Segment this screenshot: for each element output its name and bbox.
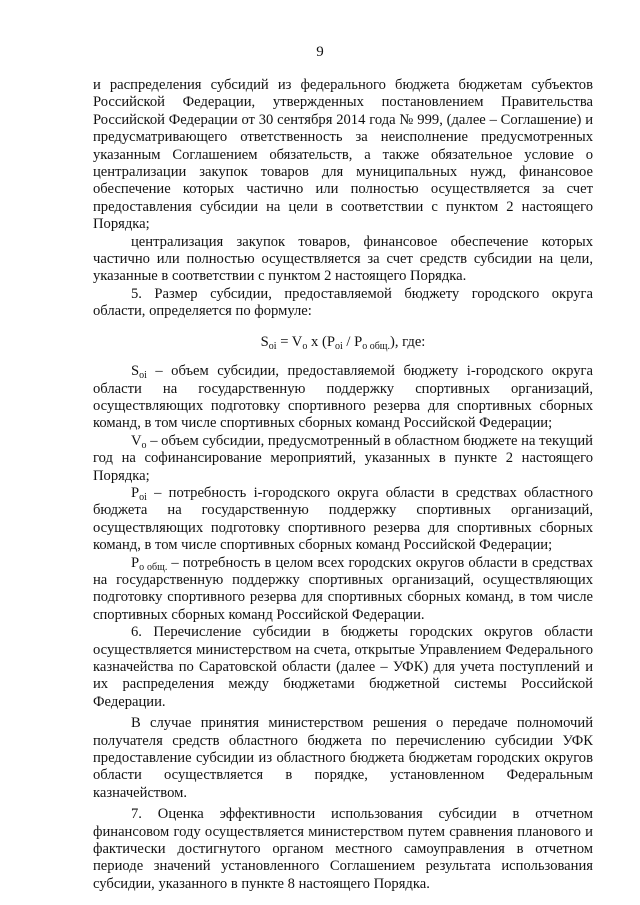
- formula-end: ), где:: [389, 333, 426, 350]
- paragraph-centralization: централизация закупок товаров, финансовое обеспечение которых частично или полностью осуществляется за счет средств субсидии на цели, указанные в соответствии с пунктом 2 настоящего Порядка.: [93, 233, 593, 285]
- formula-mid: x (P: [307, 333, 335, 350]
- definition-p-text: – потребность i-городского округа области в средствах областного бюджета на государственную поддержку спортивных организаций, осуществляющих подготовку спортивного резерва для спортивных сборных команд, в том числе спортивных сборных команд Российской Федерации;: [93, 484, 593, 554]
- page-number: 9: [316, 44, 324, 60]
- formula-s-sub: oi: [268, 340, 277, 352]
- definition-v: [93, 433, 593, 485]
- symbol-v-sub: o: [141, 439, 147, 451]
- definition-p-total: [93, 555, 593, 625]
- formula-p1-sub: oi: [334, 340, 343, 352]
- formula-slash: / P: [342, 333, 363, 350]
- paragraph-ufk: В случае принятия министерством решения о передаче полномочий получателя средств областного бюджета по перечислению субсидии УФК предоставление субсидии из областного бюджета бюджетам городских округов области осуществляется в порядке, установленном Федеральным казначейством.: [93, 715, 593, 801]
- symbol-s: S: [131, 363, 140, 380]
- definition-p: [93, 485, 593, 555]
- definition-v-text: – объем субсидии, предусмотренный в областном бюджете на текущий год на софинансирование мероприятий, указанных в пункте 2 настоящего Порядка;: [93, 432, 593, 484]
- formula-s: S: [260, 333, 269, 350]
- symbol-p: P: [131, 484, 140, 501]
- subsidy-formula: [93, 334, 593, 351]
- symbol-s-sub: oi: [139, 370, 147, 382]
- paragraph-item-5: 5. Размер субсидии, предоставляемой бюджету городского округа области, определяется по формуле:: [93, 285, 593, 320]
- document-body: [93, 77, 593, 893]
- paragraph-item-6: 6. Перечисление субсидии в бюджеты городских округов области осуществляется министерством на счета, открытые Управлением Федерального казначейства по Саратовской области (далее – УФК) для учета поступлений и их распределения между бюджетами бюджетной системы Российской Федерации.: [93, 624, 593, 710]
- paragraph-continuation: и распределения субсидий из федерального бюджета бюджетам субъектов Российской Федерации, утвержденных постановлением Правительства Российской Федерации от 30 сентября 2014 года № 999, (далее – Соглашение) и предусматривающего ответственность за неисполнение предусмотренных указанным Соглашением обязательств, а также обязательное условие о централизации закупок товаров для муниципальных нужд, финансовое обеспечение которых частично или полностью осуществляется за счет предоставления субсидии на цели в соответствии с пунктом 2 настоящего Порядка;: [93, 77, 593, 233]
- symbol-p-total: P: [131, 554, 140, 571]
- formula-p2-sub: о общ.: [362, 340, 390, 352]
- formula-eq: = V: [276, 333, 303, 350]
- symbol-p-sub: oi: [139, 491, 147, 503]
- definition-p-total-text: – потребность в целом всех городских округов области в средствах на государственную поддержку спортивных организаций, осуществляющих подготовку спортивного резерва для спортивных сборных команд, в том числе спортивных сборных команд Российской Федерации.: [93, 554, 593, 623]
- definition-s: [93, 363, 593, 433]
- symbol-v: V: [131, 432, 142, 449]
- paragraph-item-7: 7. Оценка эффективности использования субсидии в отчетном финансовом году осуществляется министерством путем сравнения планового и фактически достигнутого органом местного самоуправления в отчетном периоде значений установленного Соглашением результата использования субсидии, указанного в пункте 8 настоящего Порядка.: [93, 806, 593, 892]
- symbol-p-total-sub: о общ.: [139, 561, 168, 573]
- definition-s-text: – объем субсидии, предоставляемой бюджету i-городского округа области на государственную поддержку спортивных организаций, осуществляющих подготовку спортивного резерва для спортивных сборных команд, в том числе спортивных сборных команд Российской Федерации;: [93, 363, 593, 432]
- formula-v-sub: o: [302, 340, 308, 352]
